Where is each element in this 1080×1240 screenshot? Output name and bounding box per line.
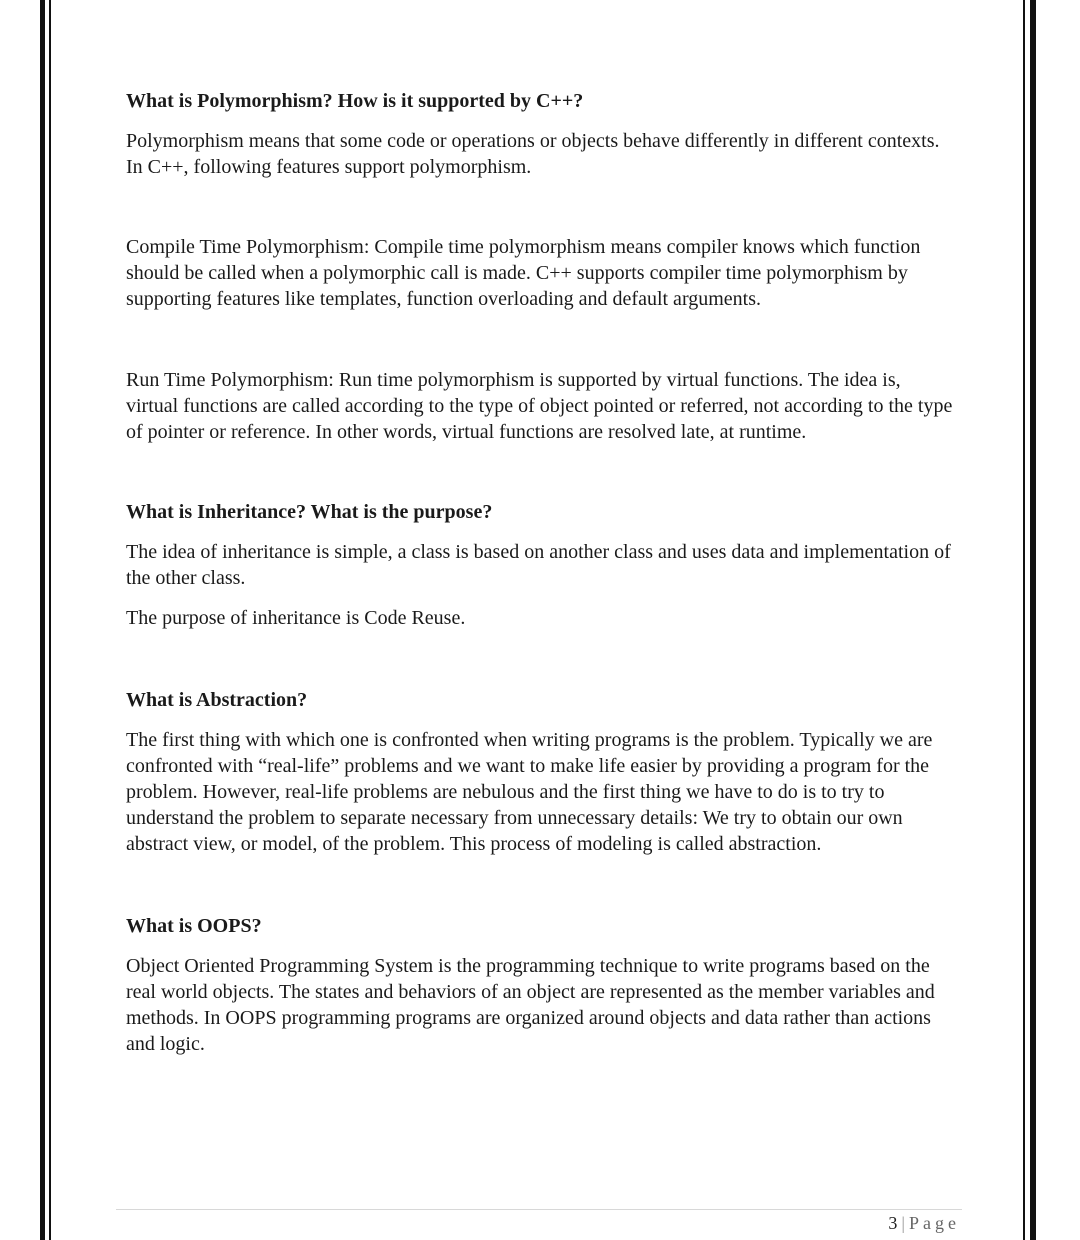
- document-body: [126, 88, 956, 1071]
- paragraph: The idea of inheritance is simple, a class is based on another class and uses data and implementation of the other class.: [126, 541, 951, 589]
- page-number: 3: [888, 1213, 898, 1233]
- page-border-left-outer: [40, 0, 45, 1240]
- section-abstraction: [126, 687, 956, 857]
- section-heading: What is Polymorphism? How is it supported by C++?: [126, 90, 584, 112]
- page-label: Page: [909, 1213, 960, 1233]
- section-polymorphism: [126, 88, 956, 445]
- paragraph: The first thing with which one is confronted when writing programs is the problem. Typically we are confronted with “real-life” problems and we want to make life easier by providing a program for the problem. However, real-life problems are nebulous and the first thing we have to do is to try to understand the problem to separate necessary from unnecessary details: We try to obtain our own abstract view, or model, of the problem. This process of modeling is called abstraction.: [126, 729, 933, 855]
- page-border-right-outer: [1030, 0, 1036, 1240]
- section-heading: What is OOPS?: [126, 915, 262, 937]
- page-border-right-inner: [1023, 0, 1025, 1240]
- section-heading: What is Inheritance? What is the purpose?: [126, 501, 493, 523]
- section-heading: What is Abstraction?: [126, 689, 308, 711]
- paragraph: Compile Time Polymorphism: Compile time polymorphism means compiler knows which function should be called when a polymorphic call is made. C++ supports compiler time polymorphism by supporting features like templates, function overloading and default arguments.: [126, 236, 921, 310]
- spacer: [126, 871, 956, 913]
- paragraph: The purpose of inheritance is Code Reuse.: [126, 607, 466, 629]
- page-footer: [888, 1212, 960, 1234]
- spacer: [126, 459, 956, 499]
- paragraph: Polymorphism means that some code or operations or objects behave differently in different contexts. In C++, following features support polymorphism.: [126, 130, 940, 178]
- spacer: [126, 645, 956, 687]
- footer-rule: [116, 1209, 962, 1210]
- paragraph: Object Oriented Programming System is the programming technique to write programs based on the real world objects. The states and behaviors of an object are represented as the member variables and methods. In OOPS programming programs are organized around objects and data rather than actions and logic.: [126, 955, 935, 1055]
- footer-separator: |: [901, 1213, 905, 1233]
- page-border-left-inner: [49, 0, 51, 1240]
- spacer: [126, 194, 956, 234]
- paragraph: Run Time Polymorphism: Run time polymorphism is supported by virtual functions. The idea is, virtual functions are called according to the type of object pointed or referred, not according to the type of pointer or reference. In other words, virtual functions are resolved late, at runtime.: [126, 369, 953, 443]
- section-inheritance: [126, 499, 956, 631]
- section-oops: [126, 913, 956, 1057]
- spacer: [126, 326, 956, 367]
